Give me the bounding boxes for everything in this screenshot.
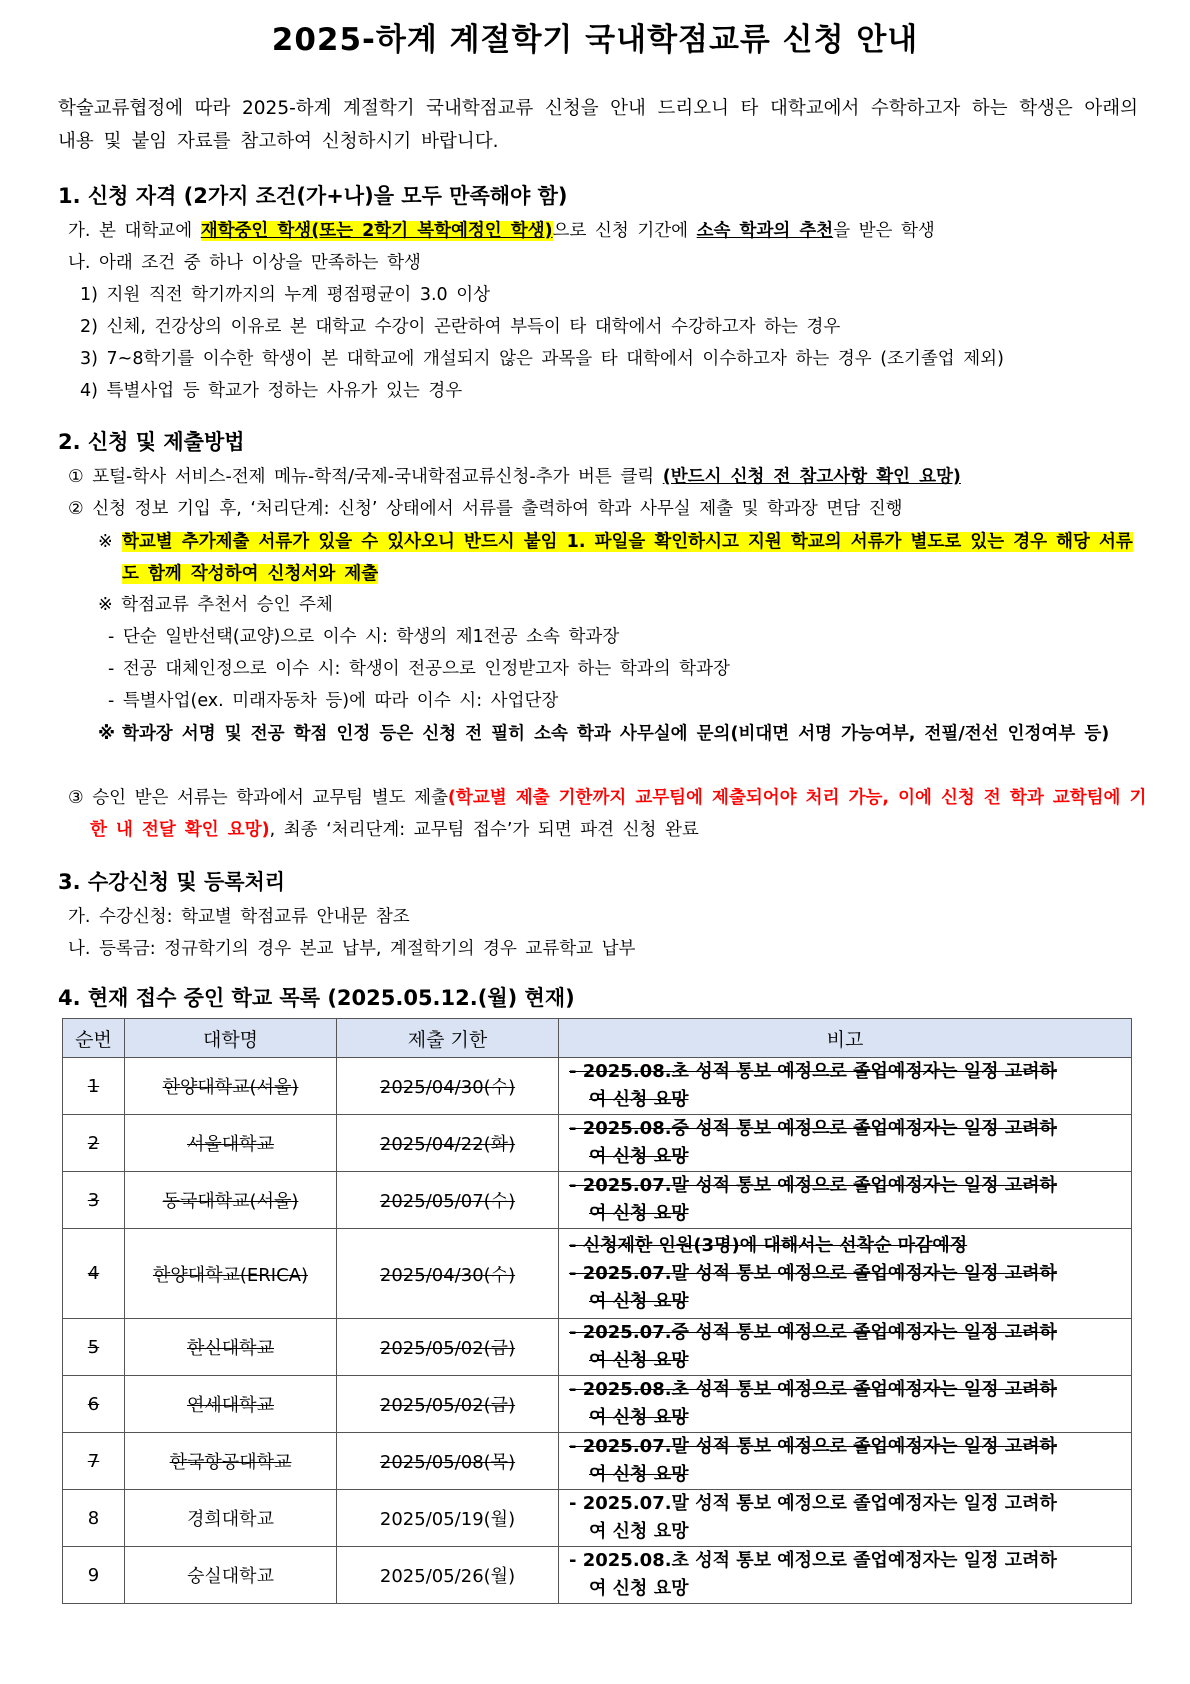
cell-deadline: 2025/05/02(금) [337,1319,559,1376]
cell-deadline: 2025/05/02(금) [337,1376,559,1433]
sec3-item-a: 가. 수강신청: 학교별 학점교류 안내문 참조 [68,907,410,927]
cell-no: 4 [63,1229,125,1319]
note-line: - 2025.08.초 성적 통보 예정으로 졸업예정자는 일정 고려하 [569,1550,1057,1571]
sec2-step-1: ① 포털-학사 서비스-전제 메뉴-학적/국제-국내학점교류신청-추가 버튼 클릭 (반드시 신청 전 참고사항 확인 요망) [68,467,961,487]
sec2-step-1-emphasis: (반드시 신청 전 참고사항 확인 요망) [662,467,961,487]
note-line: 여 신청 요망 [589,1146,689,1167]
note-line: - 2025.08.중 성적 통보 예정으로 졸업예정자는 일정 고려하 [569,1118,1057,1139]
sec1-sub-item: 2) 신체, 건강상의 이유로 본 대학교 수강이 곤란하여 부득이 타 대학에서 수강하고자 하는 경우 [80,317,841,337]
cell-no: 7 [63,1433,125,1490]
cell-notes [559,1172,1132,1229]
cell-notes [559,1547,1132,1604]
cell-university: 동국대학교(서울) [125,1172,337,1229]
cell-notes [559,1319,1132,1376]
note-line: 여 신청 요망 [589,1521,689,1542]
note-line: - 신청제한 인원(3명)에 대해서는 선착순 마감예정 [569,1234,968,1256]
note-line: - 2025.08.초 성적 통보 예정으로 졸업예정자는 일정 고려하 [569,1061,1057,1082]
cell-deadline: 2025/05/08(목) [337,1433,559,1490]
sec1-item-b: 나. 아래 조건 중 하나 이상을 만족하는 학생 [68,253,421,273]
cell-university: 연세대학교 [125,1376,337,1433]
sec1-sub-item: 1) 지원 직전 학기까지의 누계 평점평균이 3.0 이상 [80,285,491,305]
cell-notes [559,1490,1132,1547]
note-line: - 2025.07.말 성적 통보 예정으로 졸업예정자는 일정 고려하 [569,1262,1057,1284]
table-row [63,1058,1132,1115]
cell-deadline: 2025/04/30(수) [337,1058,559,1115]
header-university: 대학명 [125,1019,337,1058]
cell-deadline: 2025/04/22(화) [337,1115,559,1172]
note-line: - 2025.07.중 성적 통보 예정으로 졸업예정자는 일정 고려하 [569,1322,1057,1343]
sec2-note-approval: ※ 학점교류 추천서 승인 주체 [98,595,333,615]
sec1-a-underline: 소속 학과의 추천 [696,221,834,241]
page-title: 2025-하계 계절학기 국내학점교류 신청 안내 [271,22,919,58]
sec2-step-3: ③ 승인 받은 서류는 학과에서 교무팀 별도 제출(학교별 제출 기한까지 교무팀에 제출되어야 처리 가능, 이에 신청 전 학과 교학팀에 기한 내 전달 확인 요망), 최종 ‘처리단계: 교무팀 접수’가 되면 파견 신청 완료 [68,788,1147,840]
sec2-note-documents: ※ 학교별 추가제출 서류가 있을 수 있사오니 반드시 붙임 1. 파일을 확인하시고 지원 학교의 서류가 별도로 있는 경우 해당 서류도 함께 작성하여 신청서와 제출 [98,532,1133,584]
section-3-heading: 3. 수강신청 및 등록처리 [58,870,286,894]
section-4-heading: 4. 현재 접수 중인 학교 목록 (2025.05.12.(월) 현재) [58,986,575,1010]
sec2-dash-item: - 특별사업(ex. 미래자동차 등)에 따라 이수 시: 사업단장 [108,691,559,711]
sec1-sub-item: 3) 7~8학기를 이수한 학생이 본 대학교에 개설되지 않은 과목을 타 대학에서 이수하고자 하는 경우 (조기졸업 제외) [80,349,1004,369]
sec2-step-2: ② 신청 정보 기입 후, ‘처리단계: 신청’ 상태에서 서류를 출력하여 학과 사무실 제출 및 학과장 면담 진행 [68,499,903,519]
table-row [63,1490,1132,1547]
sec3-item-b: 나. 등록금: 정규학기의 경우 본교 납부, 계절학기의 경우 교류학교 납부 [68,939,636,959]
sec2-step-3-warning: (학교별 제출 기한까지 교무팀에 제출되어야 처리 가능, 이에 신청 전 학과 교학팀에 기한 내 전달 확인 요망) [90,788,1147,840]
note-line: 여 신청 요망 [589,1203,689,1224]
sec2-dash-item: - 단순 일반선택(교양)으로 이수 시: 학생의 제1전공 소속 학과장 [108,627,620,647]
sec1-item-a: 가. 본 대학교에 재학중인 학생(또는 2학기 복학예정인 학생)으로 신청 기간에 소속 학과의 추천을 받은 학생 [68,221,935,241]
note-line: - 2025.07.말 성적 통보 예정으로 졸업예정자는 일정 고려하 [569,1175,1057,1196]
header-no: 순번 [63,1019,125,1058]
cell-university: 숭실대학교 [125,1547,337,1604]
cell-notes [559,1115,1132,1172]
cell-deadline: 2025/05/19(월) [337,1490,559,1547]
cell-no: 3 [63,1172,125,1229]
cell-deadline: 2025/05/26(월) [337,1547,559,1604]
table-row [63,1433,1132,1490]
cell-university: 한국항공대학교 [125,1433,337,1490]
note-line: - 2025.08.초 성적 통보 예정으로 졸업예정자는 일정 고려하 [569,1379,1057,1400]
cell-university: 한양대학교(ERICA) [125,1229,337,1319]
cell-no: 8 [63,1490,125,1547]
note-line: 여 신청 요망 [589,1350,689,1371]
header-notes: 비고 [559,1019,1132,1058]
note-line: 여 신청 요망 [589,1407,689,1428]
cell-university: 한양대학교(서울) [125,1058,337,1115]
cell-no: 1 [63,1058,125,1115]
cell-no: 9 [63,1547,125,1604]
table-header-row [63,1019,1132,1058]
header-deadline: 제출 기한 [337,1019,559,1058]
note-line: 여 신청 요망 [589,1578,689,1599]
table-row [63,1376,1132,1433]
cell-deadline: 2025/04/30(수) [337,1229,559,1319]
intro-paragraph: 학술교류협정에 따라 2025-하계 계절학기 국내학점교류 신청을 안내 드리오니 타 대학교에서 수학하고자 하는 학생은 아래의 내용 및 붙임 자료를 참고하여 신청하시기 바랍니다. [58,98,1138,152]
sec2-dash-item: - 전공 대체인정으로 이수 시: 학생이 전공으로 인정받고자 하는 학과의 학과장 [108,659,730,679]
note-line: 여 신청 요망 [589,1464,689,1485]
table-row [63,1115,1132,1172]
cell-no: 2 [63,1115,125,1172]
table-row [63,1229,1132,1319]
cell-university: 경희대학교 [125,1490,337,1547]
cell-university: 서울대학교 [125,1115,337,1172]
sec1-a-highlight: 재학중인 학생(또는 2학기 복학예정인 학생) [200,221,553,241]
note-line: 여 신청 요망 [589,1290,689,1312]
note-line: - 2025.07.말 성적 통보 예정으로 졸업예정자는 일정 고려하 [569,1493,1057,1514]
cell-university: 한신대학교 [125,1319,337,1376]
school-table [62,1018,1132,1604]
note-line: 여 신청 요망 [589,1089,689,1110]
table-row [63,1319,1132,1376]
sec1-sub-item: 4) 특별사업 등 학교가 정하는 사유가 있는 경우 [80,381,463,401]
table-row [63,1547,1132,1604]
sec2-note-highlight: 학교별 추가제출 서류가 있을 수 있사오니 반드시 붙임 1. 파일을 확인하시고 지원 학교의 서류가 별도로 있는 경우 해당 서류도 함께 작성하여 신청서와 제출 [122,532,1133,584]
note-line: - 2025.07.말 성적 통보 예정으로 졸업예정자는 일정 고려하 [569,1436,1057,1457]
cell-deadline: 2025/05/07(수) [337,1172,559,1229]
cell-notes [559,1376,1132,1433]
section-2-heading: 2. 신청 및 제출방법 [58,430,245,454]
cell-no: 5 [63,1319,125,1376]
cell-notes [559,1229,1132,1319]
sec2-note-signature: ※ 학과장 서명 및 전공 학점 인정 등은 신청 전 필히 소속 학과 사무실에 문의(비대면 서명 가능여부, 전필/전선 인정여부 등) [98,724,1110,744]
section-1-heading: 1. 신청 자격 (2가지 조건(가+나)을 모두 만족해야 함) [58,184,568,208]
cell-notes [559,1058,1132,1115]
cell-notes [559,1433,1132,1490]
table-row [63,1172,1132,1229]
cell-no: 6 [63,1376,125,1433]
